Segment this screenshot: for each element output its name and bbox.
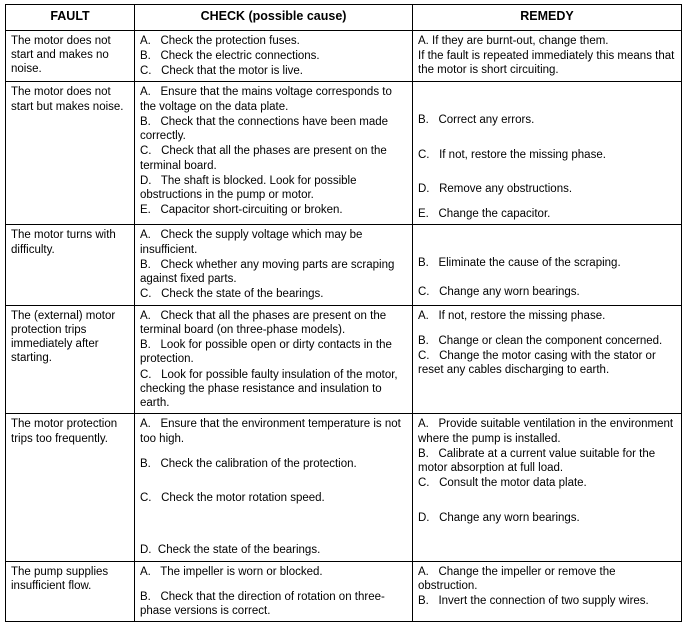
remedy-cell (413, 82, 682, 225)
fault-cell (6, 305, 135, 414)
check-item: A. Check that all the phases are present on the terminal board (on three-phase models). (140, 309, 390, 336)
troubleshooting-table (5, 4, 682, 622)
check-item: A. Check the supply voltage which may be insufficient. (140, 229, 366, 256)
check-cell (135, 305, 413, 414)
table-row (6, 305, 682, 414)
remedy-item: A. Change the impeller or remove the obstruction. (418, 565, 619, 592)
check-item: D. The shaft is blocked. Look for possible obstructions in the pump or motor. (140, 174, 360, 201)
check-item: B. Look for possible open or dirty contacts in the protection. (140, 339, 396, 366)
check-item: B. Check that the connections have been made correctly. (140, 115, 392, 142)
check-cell (135, 82, 413, 225)
check-item: C. Check that all the phases are present on the terminal board. (140, 145, 390, 172)
check-cell (135, 561, 413, 622)
remedy-item: C. Change any worn bearings. (418, 285, 580, 298)
check-cell (135, 414, 413, 561)
fault-text: The pump supplies insufficient flow. (11, 565, 112, 592)
table-row (6, 82, 682, 225)
column-header-remedy: REMEDY (413, 5, 682, 31)
remedy-item: A. If not, restore the missing phase. (418, 309, 606, 322)
remedy-item: B. Invert the connection of two supply wires. (418, 595, 649, 607)
check-item: B. Check that the direction of rotation on three- phase versions is correct. (140, 590, 389, 617)
remedy-item: D. Change any worn bearings. (418, 511, 580, 524)
table-header-row (6, 5, 682, 31)
table-row (6, 30, 682, 82)
check-item: D. Check the state of the bearings. (140, 544, 321, 557)
fault-cell (6, 561, 135, 622)
table-row (6, 414, 682, 561)
check-item: B. Check the calibration of the protection. (140, 457, 357, 470)
remedy-item: If the fault is repeated immediately this means that the motor is short circuiting. (418, 49, 678, 76)
fault-text: The motor protection trips too frequently. (11, 418, 121, 445)
table-row (6, 561, 682, 622)
check-item: C. Check the state of the bearings. (140, 288, 324, 301)
table-row (6, 225, 682, 305)
remedy-item: E. Change the capacitor. (418, 208, 551, 220)
remedy-item: A. Provide suitable ventilation in the environment where the pump is installed. (418, 418, 677, 445)
check-item: C. Look for possible faulty insulation of the motor, checking the phase resistance and insulation to earth. (140, 368, 401, 409)
remedy-item: B. Eliminate the cause of the scraping. (418, 257, 621, 270)
remedy-item: C. Change the motor casing with the stator or reset any cables discharging to earth. (418, 350, 659, 377)
check-cell (135, 30, 413, 82)
remedy-cell (413, 561, 682, 622)
check-item: A. Ensure that the mains voltage corresponds to the voltage on the data plate. (140, 86, 396, 113)
fault-text: The motor turns with difficulty. (11, 229, 120, 256)
remedy-item: C. If not, restore the missing phase. (418, 148, 606, 161)
fault-cell (6, 30, 135, 82)
check-item: A. Check the protection fuses. (140, 34, 300, 47)
remedy-item: A. If they are burnt-out, change them. (418, 34, 609, 47)
check-item: E. Capacitor short-circuiting or broken. (140, 204, 343, 217)
remedy-cell (413, 30, 682, 82)
remedy-cell (413, 225, 682, 305)
check-cell (135, 225, 413, 305)
remedy-item: C. Consult the motor data plate. (418, 477, 587, 490)
fault-text: The motor does not start and makes no noise. (11, 34, 114, 75)
remedy-item: B. Correct any errors. (418, 114, 535, 127)
check-item: C. Check the motor rotation speed. (140, 492, 325, 504)
remedy-item: D. Remove any obstructions. (418, 182, 573, 195)
check-item: A. Ensure that the environment temperature is not too high. (140, 418, 405, 445)
remedy-item: B. Calibrate at a current value suitable for the motor absorption at full load. (418, 447, 659, 474)
fault-cell (6, 82, 135, 225)
fault-text: The motor does not start but makes noise. (11, 86, 124, 113)
remedy-cell (413, 305, 682, 414)
check-item: B. Check the electric connections. (140, 49, 320, 62)
fault-text: The (external) motor protection trips immediately after starting. (11, 309, 119, 365)
remedy-cell (413, 414, 682, 561)
column-header-check: CHECK (possible cause) (135, 5, 413, 31)
check-item: A. The impeller is worn or blocked. (140, 565, 323, 578)
check-item: C. Check that the motor is live. (140, 65, 303, 77)
check-item: B. Check whether any moving parts are scraping against fixed parts. (140, 258, 398, 285)
fault-cell (6, 225, 135, 305)
column-header-fault: FAULT (6, 5, 135, 31)
remedy-item: B. Change or clean the component concerned. (418, 334, 663, 347)
fault-cell (6, 414, 135, 561)
